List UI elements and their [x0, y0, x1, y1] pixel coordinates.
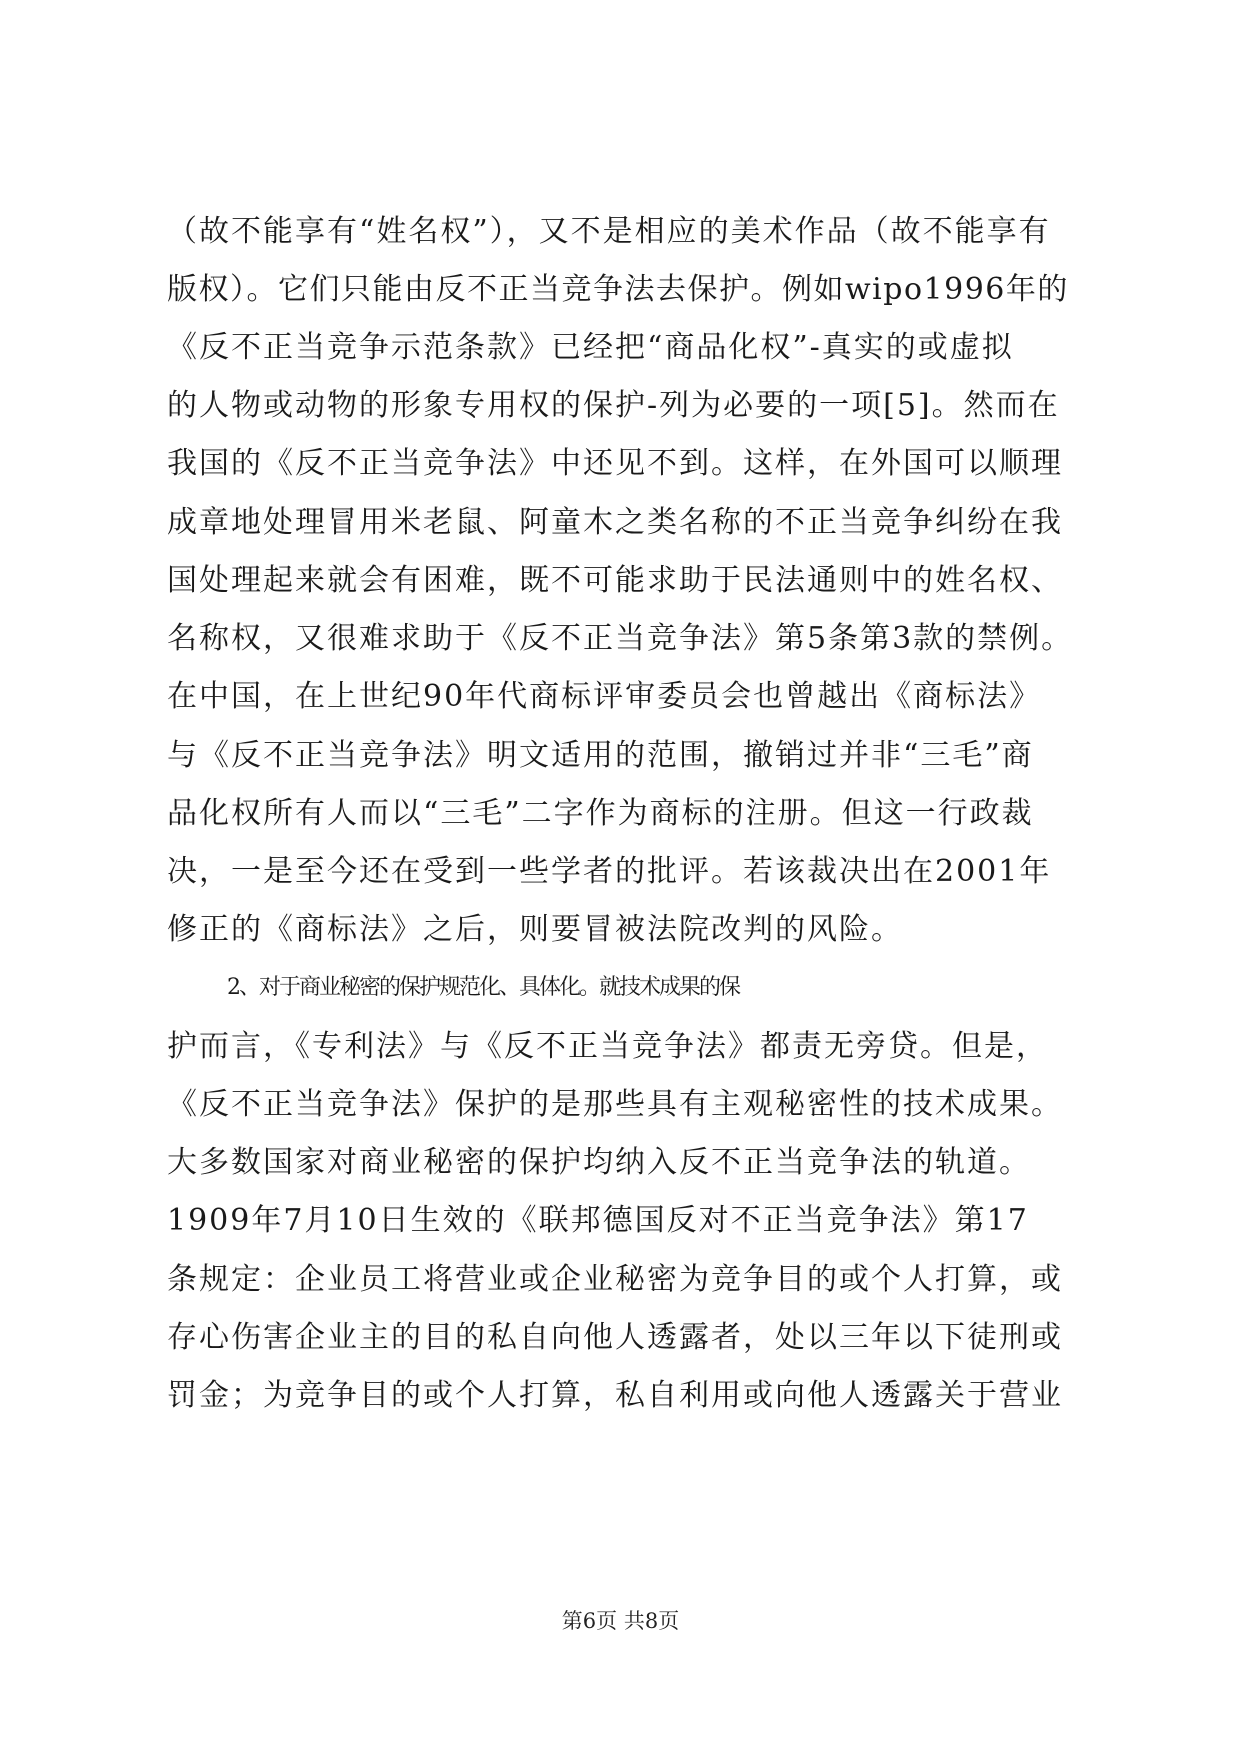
body-text-line: 成章地处理冒用米老鼠、阿童木之类名称的不正当竞争纠纷在我 — [167, 505, 1063, 540]
body-text-line: 在中国，在上世纪90年代商标评审委员会也曾越出《商标法》 — [167, 679, 1042, 714]
body-text-line: 我国的《反不正当竞争法》中还见不到。这样，在外国可以顺理 — [167, 446, 1063, 481]
body-text-line: 大多数国家对商业秘密的保护均纳入反不正当竞争法的轨道。 — [167, 1145, 1031, 1180]
body-text-line: 的人物或动物的形象专用权的保护-列为必要的一项[5]。然而在 — [167, 388, 1060, 423]
page-footer: 第6页 共8页 — [561, 1609, 680, 1633]
body-text-line: 护而言，《专利法》与《反不正当竞争法》都责无旁贷。但是， — [167, 1029, 1048, 1064]
body-text-line: 条规定：企业员工将营业或企业秘密为竞争目的或个人打算，或 — [167, 1262, 1063, 1297]
body-text-line: 品化权所有人而以“三毛”二字作为商标的注册。但这一行政裁 — [167, 796, 1034, 831]
body-text-line: （故不能享有“姓名权”），又不是相应的美术作品（故不能享有 — [167, 214, 1051, 249]
body-text-line: 1909年7月10日生效的《联邦德国反对不正当竞争法》第17 — [167, 1203, 1029, 1238]
body-text-line: 存心伤害企业主的目的私自向他人透露者，处以三年以下徒刑或 — [167, 1320, 1063, 1355]
body-text-line: 名称权，又很难求助于《反不正当竞争法》第5条第3款的禁例。 — [167, 621, 1074, 656]
body-text-line: 修正的《商标法》之后，则要冒被法院改判的风险。 — [167, 912, 903, 947]
body-text-line: 国处理起来就会有困难，既不可能求助于民法通则中的姓名权、 — [167, 563, 1063, 598]
body-text-line: 版权）。它们只能由反不正当竞争法去保护。例如wipo1996年的 — [167, 272, 1069, 307]
body-text-line: 罚金；为竞争目的或个人打算，私自利用或向他人透露关于营业 — [167, 1378, 1063, 1413]
paragraph-start-line: 2、对于商业秘密的保护规范化、具体化。就技术成果的保 — [227, 975, 739, 1000]
body-text-line: 与《反不正当竞争法》明文适用的范围，撤销过并非“三毛”商 — [167, 738, 1034, 773]
body-text-line: 《反不正当竞争示范条款》已经把“商品化权”-真实的或虚拟 — [167, 330, 1014, 365]
body-text-line: 《反不正当竞争法》保护的是那些具有主观秘密性的技术成果。 — [167, 1087, 1063, 1122]
body-text-line: 决，一是至今还在受到一些学者的批评。若该裁决出在2001年 — [167, 854, 1052, 889]
